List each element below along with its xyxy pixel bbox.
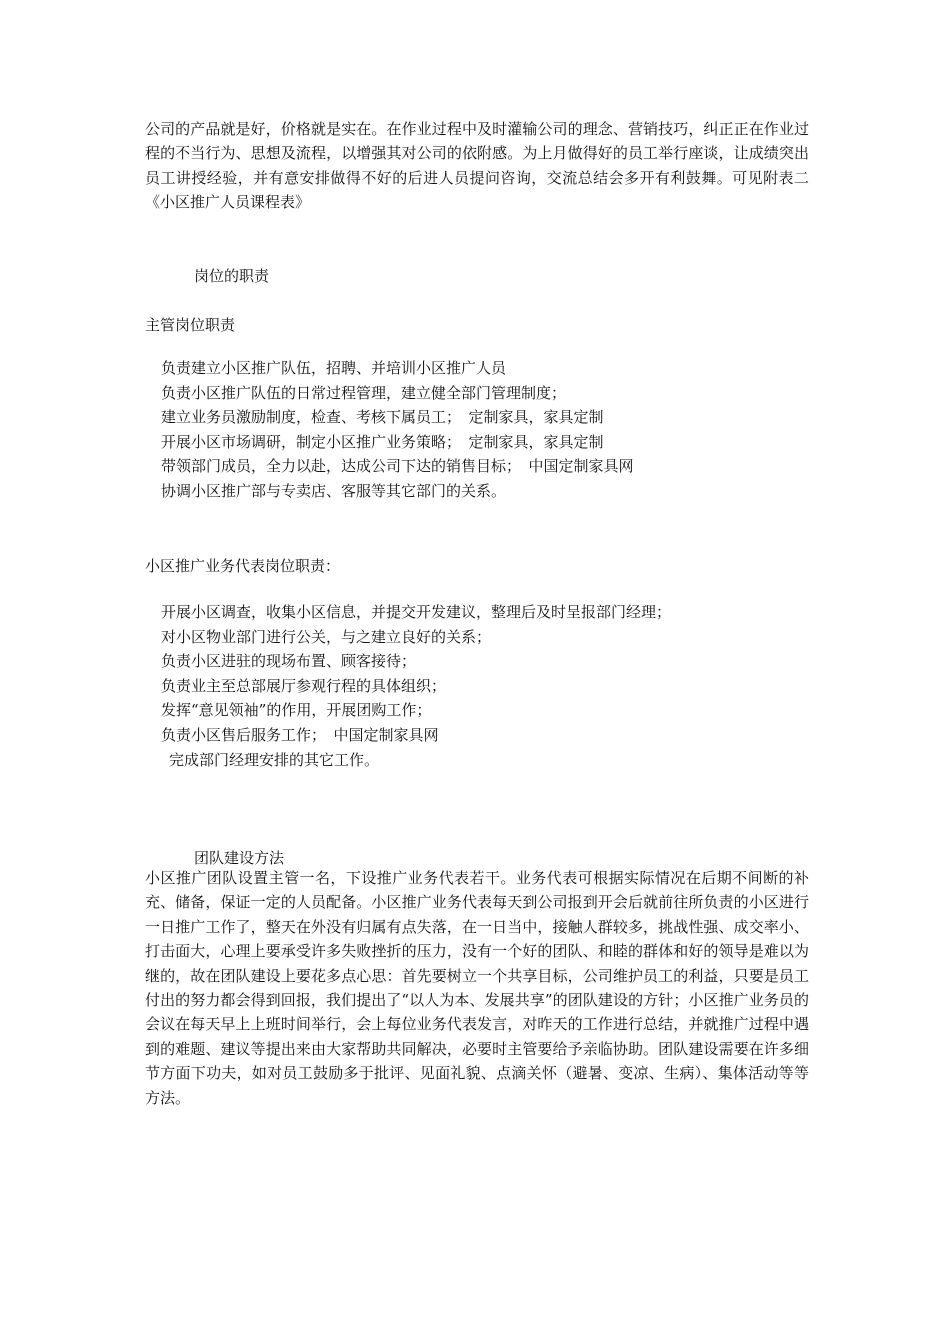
supervisor-duties-list [161,356,634,504]
list-item: 开展小区市场调研，制定小区推广业务策略； 定制家具，家具定制 [161,432,604,451]
intro-paragraph: 公司的产品就是好，价格就是实在。在作业过程中及时灌输公司的理念、营销技巧，纠正正在作业过程的不当行为、思想及流程，以增强其对公司的依附感。为上月做得好的员工举行座谈，让成绩突出员工讲授经验，并有意安排做得不好的后进人员提问咨询，交流总结会多开有利鼓舞。可见附表二《小区推广人员课程表》 [145,120,809,212]
list-item: 发挥“意见领袖”的作用，开展团购工作； [161,701,432,720]
section-duties-title: 岗位的职责 [194,267,270,285]
list-item: 带领部门成员，全力以赴，达成公司下达的销售目标； 中国定制家具网 [161,457,634,476]
supervisor-duties-title: 主管岗位职责 [145,316,236,334]
list-item: 建立业务员激励制度，检查、考核下属员工； 定制家具，家具定制 [161,408,604,427]
team-building-title: 团队建设方法 [194,849,285,867]
representative-duties-title: 小区推广业务代表岗位职责： [145,557,341,575]
list-item: 负责小区售后服务工作； 中国定制家具网 [161,725,439,744]
list-item: 负责小区进驻的现场布置、顾客接待； [161,652,417,671]
list-item: 完成部门经理安排的其它工作。 [169,750,380,769]
list-item: 对小区物业部门进行公关，与之建立良好的关系； [161,627,492,646]
list-item: 负责小区推广队伍的日常过程管理，建立健全部门管理制度； [161,383,567,402]
list-item: 协调小区推广部与专卖店、客服等其它部门的关系。 [161,481,507,500]
representative-duties-list [161,600,671,772]
list-item: 负责建立小区推广队伍，招聘、并培训小区推广人员 [161,359,507,377]
list-item: 开展小区调查，收集小区信息，并提交开发建议，整理后及时呈报部门经理； [161,603,672,621]
list-item: 负责业主至总部展厅参观行程的具体组织； [161,676,447,695]
team-building-paragraph: 小区推广团队设置主管一名，下设推广业务代表若干。业务代表可根据实际情况在后期不间断的补充、储备，保证一定的人员配备。小区推广业务代表每天到公司报到开会后就前往所负责的小区进行一日推广工作了，整天在外没有归属有点失落，在一日当中，接触人群较多，挑战性强、成交率小、打击面大，心理上要承受许多失败挫折的压力，没有一个好的团队、和睦的群体和好的领导是难以为继的，故在团队建设上要花多点心思：首先要树立一个共享目标，公司维护员工的利益，只要是员工付出的努力都会得到回报，我们提出了“以人为本、发展共享”的团队建设的方针；小区推广业务员的会议在每天早上上班时间举行，会上每位业务代表发言，对昨天的工作进行总结，并就推广过程中遇到的难题、建议等提出来由大家帮助共同解决，必要时主管要给予亲临协助。团队建设需要在许多细节方面下功夫，如对员工鼓励多于批评、见面礼貌、点滴关怀（避暑、变凉、生病）、集体活动等等方法。 [145,869,809,1107]
